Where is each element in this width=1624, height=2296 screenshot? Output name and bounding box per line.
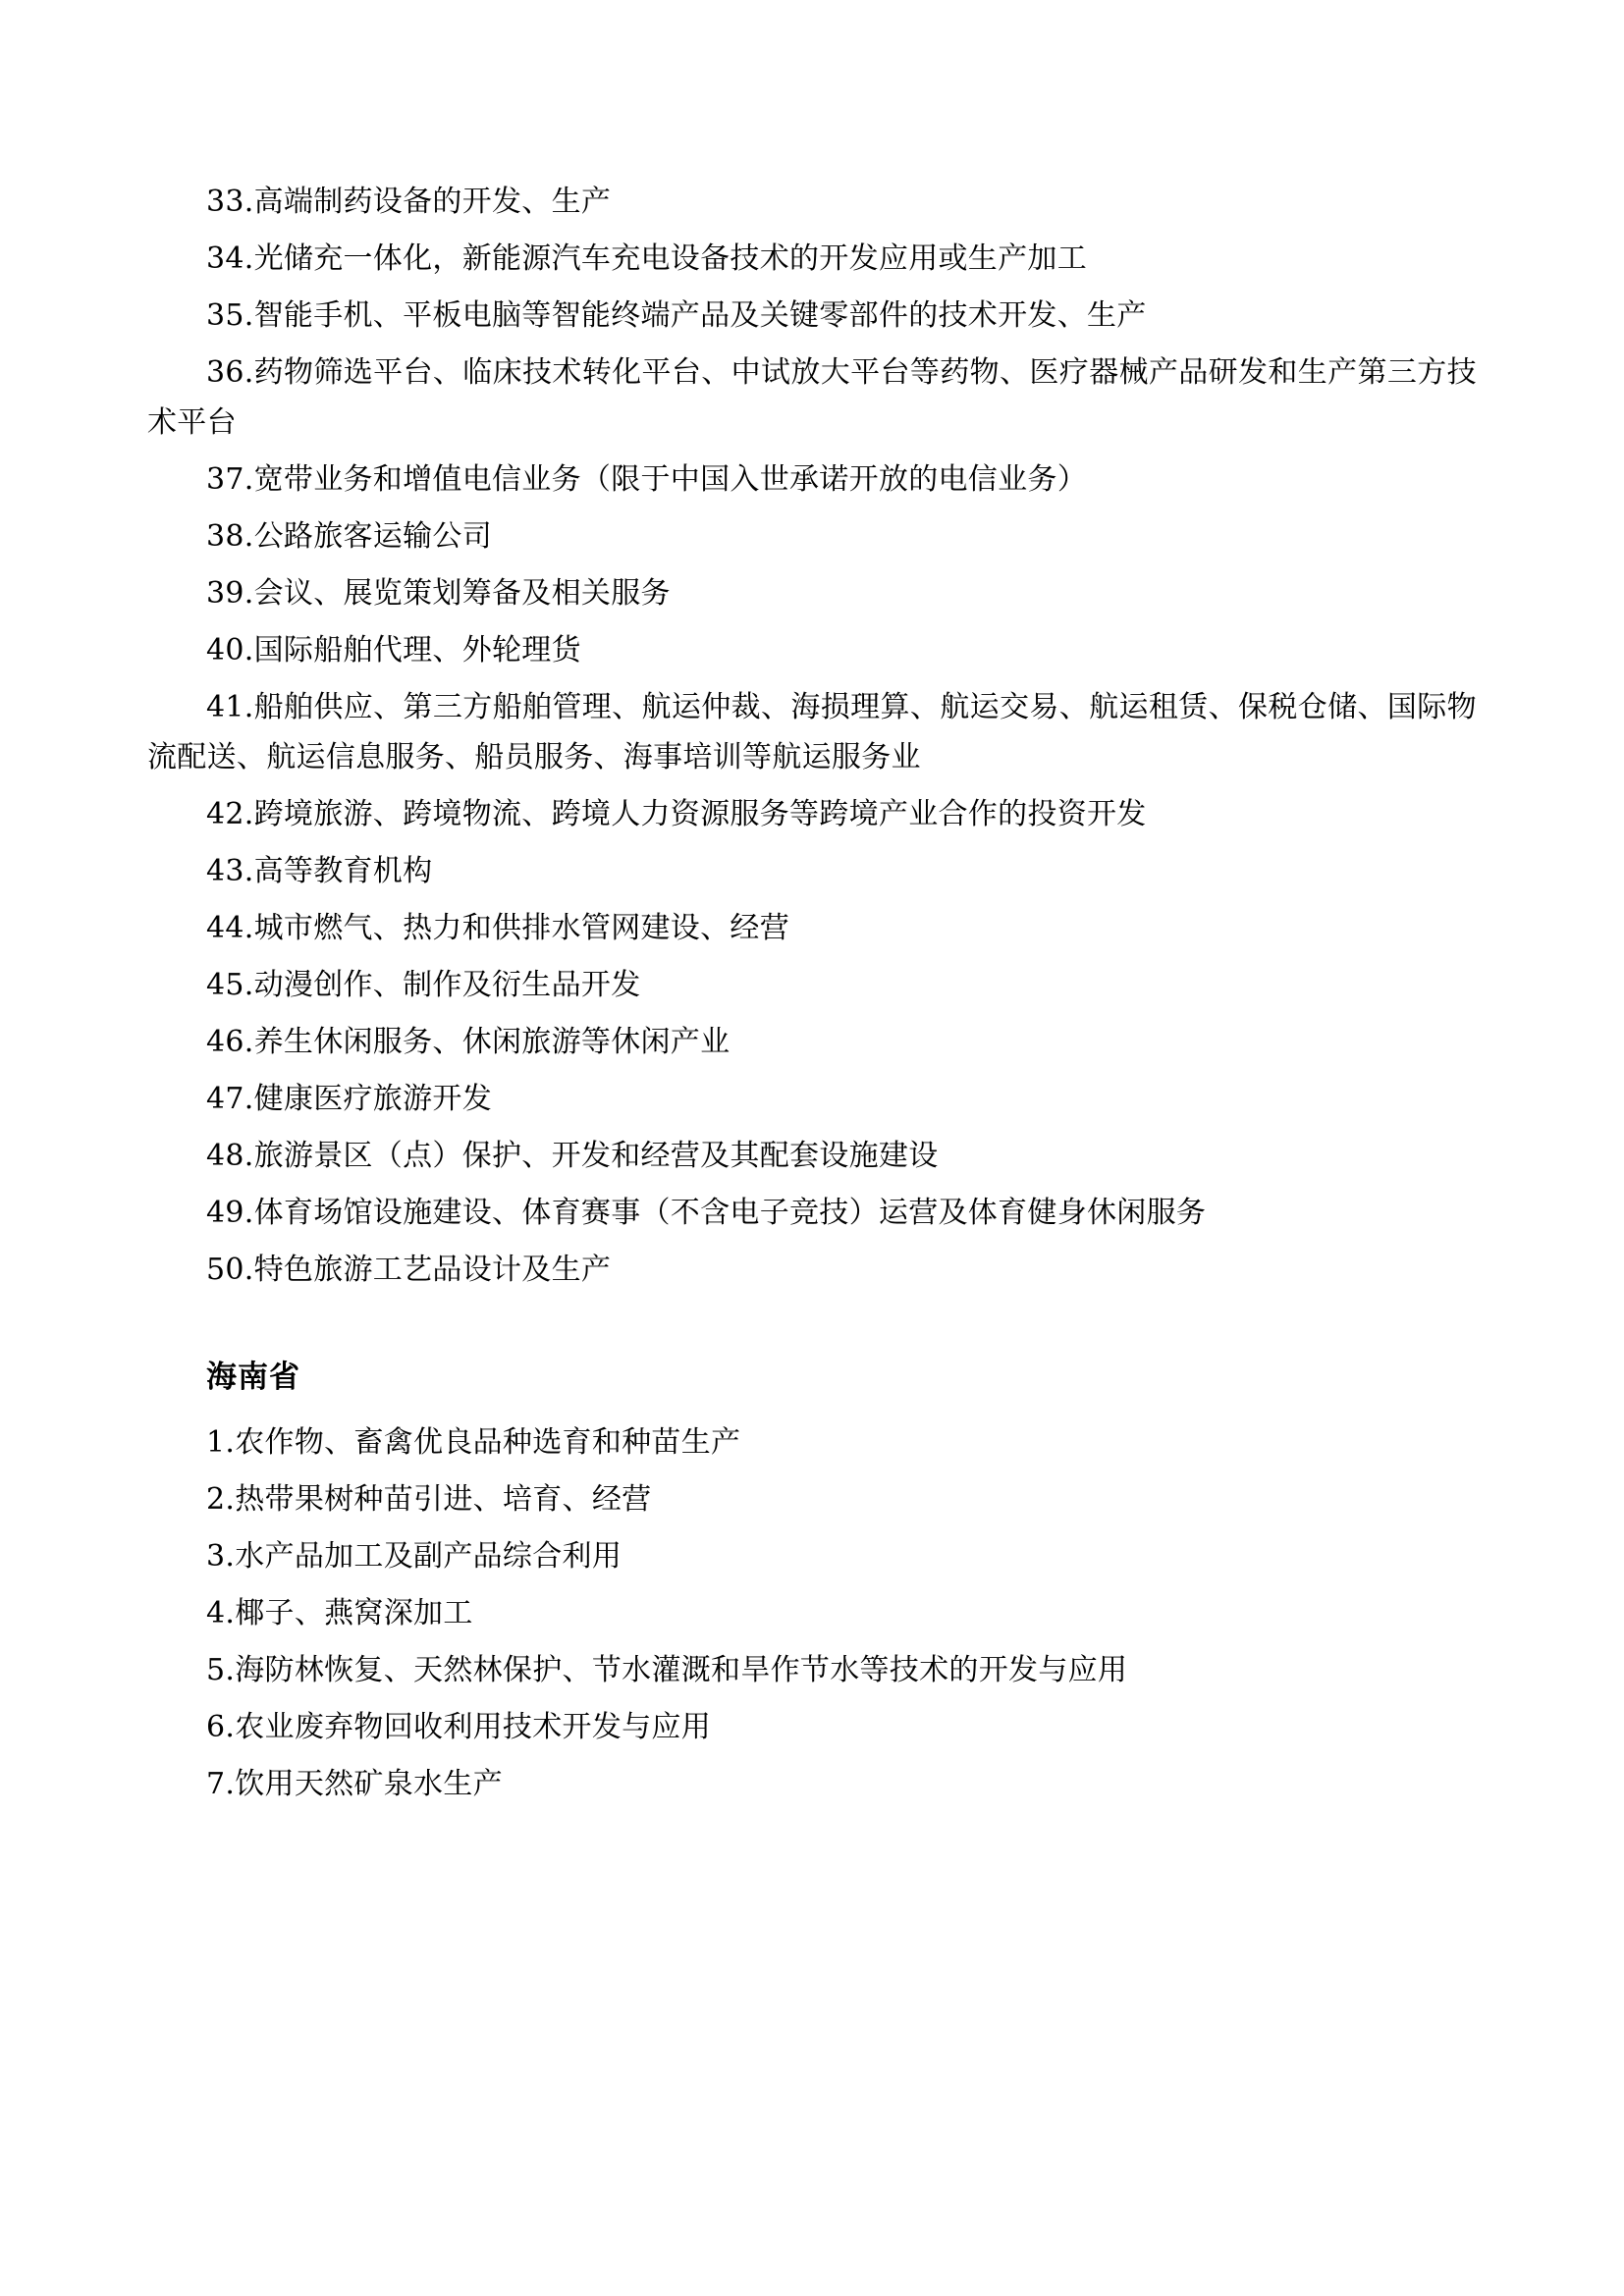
list-item: 39.会议、展览策划筹备及相关服务: [206, 576, 671, 611]
numbered-list-continued: [147, 177, 1477, 1295]
list-item: 43.高等教育机构: [206, 854, 433, 888]
list-item: 34.光储充一体化，新能源汽车充电设备技术的开发应用或生产加工: [206, 241, 1088, 276]
list-item: 48.旅游景区（点）保护、开发和经营及其配套设施建设: [206, 1139, 939, 1173]
document-body: [147, 177, 1477, 1809]
section-title-hainan: 海南省: [206, 1360, 300, 1395]
list-item: 44.城市燃气、热力和供排水管网建设、经营: [206, 911, 790, 945]
list-item: 42.跨境旅游、跨境物流、跨境人力资源服务等跨境产业合作的投资开发: [206, 797, 1147, 831]
list-item: 40.国际船舶代理、外轮理货: [206, 633, 581, 667]
list-item: 45.动漫创作、制作及衍生品开发: [206, 968, 641, 1002]
list-item: 49.体育场馆设施建设、体育赛事（不含电子竞技）运营及体育健身休闲服务: [206, 1196, 1207, 1230]
list-item: 4.椰子、燕窝深加工: [206, 1595, 473, 1630]
list-item: 1.农作物、畜禽优良品种选育和种苗生产: [206, 1424, 741, 1460]
list-item: 7.饮用天然矿泉水生产: [206, 1766, 503, 1801]
list-item: 46.养生休闲服务、休闲旅游等休闲产业: [206, 1025, 731, 1059]
list-item: 2.热带果树种苗引进、培育、经营: [206, 1481, 652, 1517]
list-item: 37.宽带业务和增值电信业务（限于中国入世承诺开放的电信业务）: [206, 462, 1088, 497]
list-item: 6.农业废弃物回收利用技术开发与应用: [206, 1709, 712, 1744]
list-item: 38.公路旅客运输公司: [206, 519, 493, 554]
list-item: 50.特色旅游工艺品设计及生产: [206, 1253, 612, 1287]
numbered-list-hainan: [147, 1417, 1477, 1809]
list-item: 41.船舶供应、第三方船舶管理、航运仲裁、海损理算、航运交易、航运租赁、保税仓储、国际物流配送、航运信息服务、船员服务、海事培训等航运服务业: [147, 690, 1477, 774]
list-item: 33.高端制药设备的开发、生产: [206, 185, 612, 219]
list-item: 36.药物筛选平台、临床技术转化平台、中试放大平台等药物、医疗器械产品研发和生产第三方技术平台: [147, 355, 1477, 440]
list-item: 5.海防林恢复、天然林保护、节水灌溉和旱作节水等技术的开发与应用: [206, 1652, 1128, 1687]
list-item: 47.健康医疗旅游开发: [206, 1082, 493, 1116]
list-item: 3.水产品加工及副产品综合利用: [206, 1538, 623, 1574]
list-item: 35.智能手机、平板电脑等智能终端产品及关键零部件的技术开发、生产: [206, 298, 1147, 333]
